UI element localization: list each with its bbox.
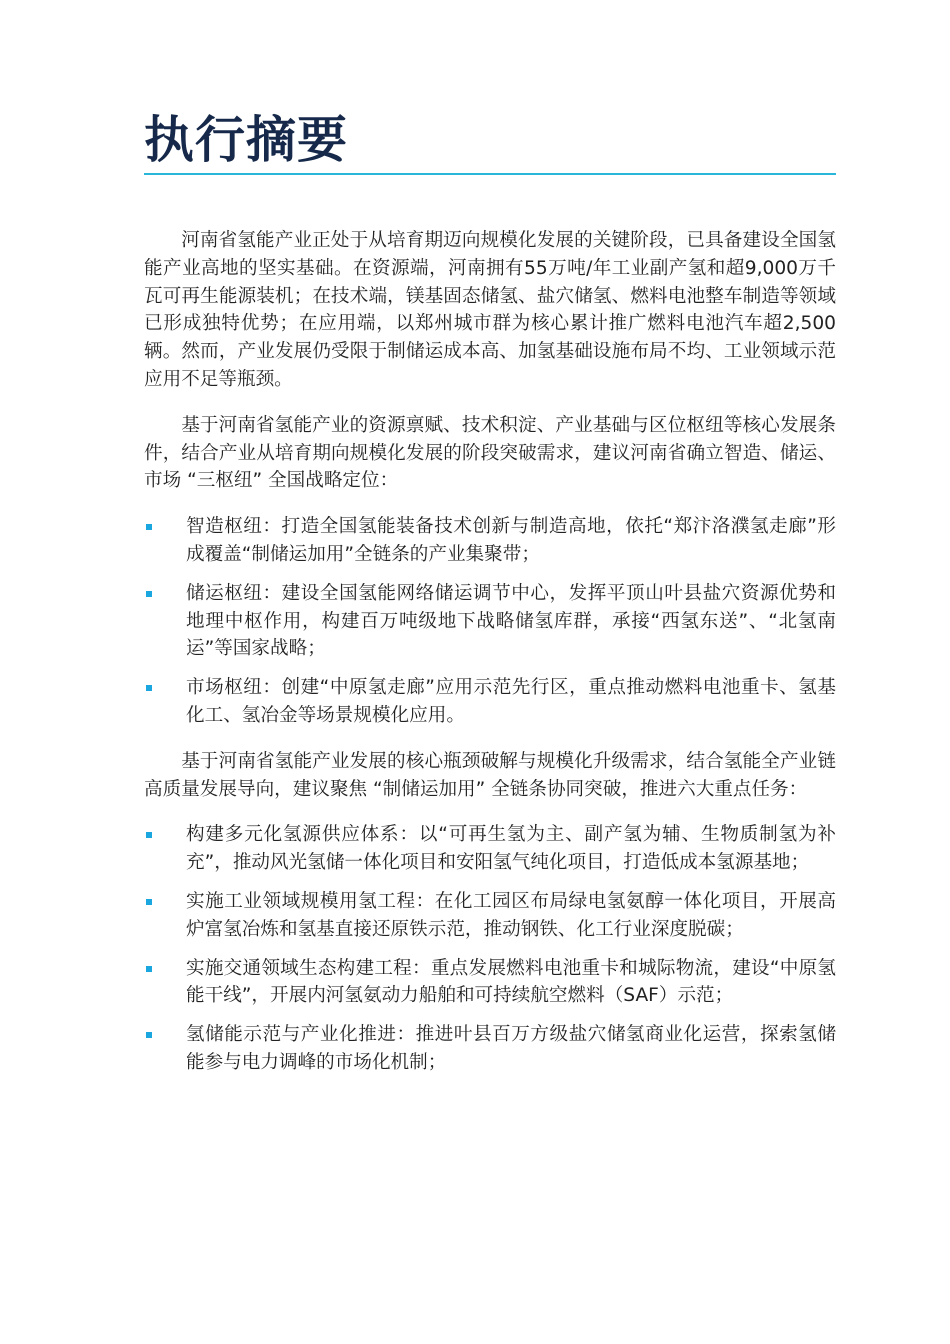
list-item-hub-manufacturing (144, 513, 836, 569)
list-item-task-hydrogen-storage (144, 1021, 836, 1077)
list-item-hub-market (144, 674, 836, 730)
title-underline-divider (144, 173, 836, 175)
list-item-text: 智造枢纽：打造全国氢能装备技术创新与制造高地，依托“郑汴洛濮氢走廊”形成覆盖“制储运加用”全链条的产业集聚带； (186, 516, 836, 565)
hub-list (144, 513, 836, 730)
square-bullet-icon (146, 524, 152, 530)
square-bullet-icon (146, 966, 152, 972)
list-item-text: 氢储能示范与产业化推进：推进叶县百万方级盐穴储氢商业化运营，探索氢储能参与电力调峰的市场化机制； (186, 1024, 836, 1073)
tasks-paragraph: 基于河南省氢能产业发展的核心瓶颈破解与规模化升级需求，结合氢能全产业链高质量发展导向，建议聚焦 “制储运加用” 全链条协同突破，推进六大重点任务： (144, 750, 836, 800)
list-item-text: 实施交通领域生态构建工程：重点发展燃料电池重卡和城际物流，建设“中原氢能干线”，开展内河氢氨动力船舶和可持续航空燃料（SAF）示范； (186, 957, 836, 1007)
square-bullet-icon (146, 685, 152, 691)
square-bullet-icon (146, 899, 152, 905)
list-item-task-hydrogen-supply (144, 821, 836, 877)
list-item-text: 实施工业领域规模用氢工程：在化工园区布局绿电氢氨醇一体化项目，开展高炉富氢冶炼和氢基直接还原铁示范，推动钢铁、化工行业深度脱碳； (186, 890, 836, 940)
positioning-paragraph: 基于河南省氢能产业的资源禀赋、技术积淀、产业基础与区位枢纽等核心发展条件，结合产业从培育期向规模化发展的阶段突破需求，建议河南省确立智造、储运、市场 “三枢纽” 全国战略定位： (144, 414, 836, 492)
list-item-text: 构建多元化氢源供应体系：以“可再生氢为主、副产氢为辅、生物质制氢为补充”，推动风光氢储一体化项目和安阳氢气纯化项目，打造低成本氢源基地； (186, 824, 836, 874)
list-item-task-transport-ecosystem (144, 955, 836, 1011)
list-item-text: 储运枢纽：建设全国氢能网络储运调节中心，发挥平顶山叶县盐穴资源优势和地理中枢作用，构建百万吨级地下战略储氢库群，承接“西氢东送”、“北氢南运”等国家战略； (186, 582, 836, 660)
square-bullet-icon (146, 591, 152, 597)
page-title: 执行摘要 (144, 111, 348, 169)
list-item-task-industrial-hydrogen (144, 888, 836, 944)
square-bullet-icon (146, 1032, 152, 1038)
list-item-hub-storage-transport (144, 580, 836, 663)
task-list (144, 821, 836, 1076)
intro-paragraph: 河南省氢能产业正处于从培育期迈向规模化发展的关键阶段，已具备建设全国氢能产业高地的坚实基础。在资源端，河南拥有55万吨/年工业副产氢和超9,000万千瓦可再生能源装机；在技术端，镁基固态储氢、盐穴储氢、燃料电池整车制造等领域已形成独特优势；在应用端，以郑州城市群为核心累计推广燃料电池汽车超2,500辆。然而，产业发展仍受限于制储运成本高、加氢基础设施布局不均、工业领域示范应用不足等瓶颈。 (144, 230, 836, 390)
square-bullet-icon (146, 832, 152, 838)
document-body (144, 227, 836, 1095)
list-item-text: 市场枢纽：创建“中原氢走廊”应用示范先行区，重点推动燃料电池重卡、氢基化工、氢冶金等场景规模化应用。 (186, 677, 836, 726)
